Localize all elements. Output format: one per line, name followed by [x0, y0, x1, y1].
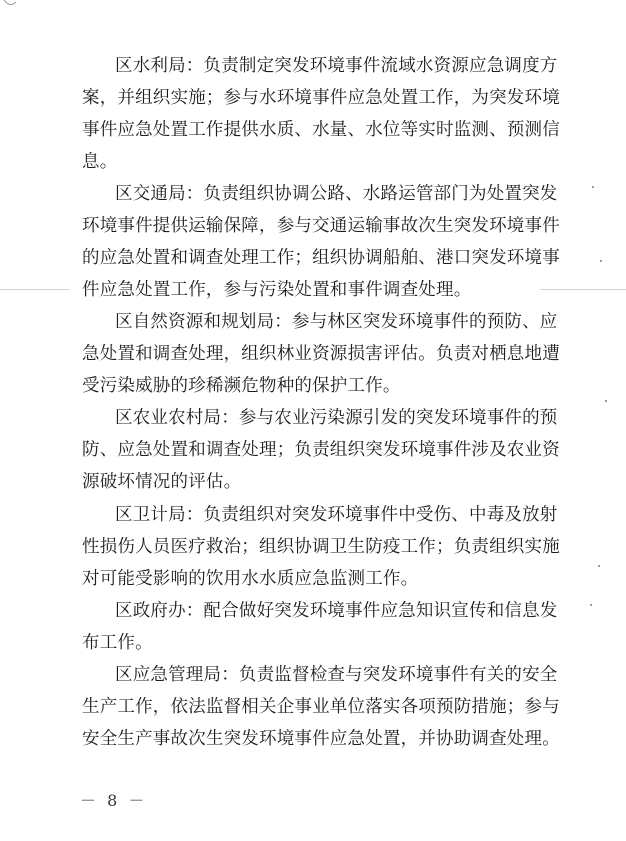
text-line: 区政府办：配合做好突发环境事件应急知识宣传和信息发 [115, 601, 558, 621]
scan-speck [598, 565, 600, 567]
text-line: 区自然资源和规划局：参与林区突发环境事件的预防、应 [115, 312, 558, 332]
text-line: 区卫计局：负责组织对突发环境事件中受伤、中毒及放射 [115, 505, 558, 525]
text-line: 受污染威胁的珍稀濒危物种的保护工作。 [82, 376, 401, 396]
text-line: 源破坏情况的评估。 [82, 472, 242, 492]
scan-artifact-line [0, 289, 70, 290]
scan-speck [605, 400, 607, 402]
text-line: 的应急处置和调查处理工作；组织协调船舶、港口突发环境事 [82, 248, 560, 268]
scan-speck [600, 260, 602, 262]
text-line: 布工作。 [82, 633, 153, 653]
text-line: 急处置和调查处理，组织林业资源损害评估。负责对栖息地遭 [82, 344, 560, 364]
page-number: － 8 － [80, 791, 148, 810]
text-line: 安全生产事故次生突发环境事件应急处置，并协助调查处理。 [82, 729, 560, 749]
text-line: 防、应急处置和调查处理；负责组织突发环境事件涉及农业资 [82, 440, 560, 460]
text-line: 区农业农村局：参与农业污染源引发的突发环境事件的预 [115, 408, 558, 428]
text-line: 区应急管理局：负责监督检查与突发环境事件有关的安全 [115, 665, 558, 685]
text-line: 环境事件提供运输保障，参与交通运输事故次生突发环境事件 [82, 216, 560, 236]
scan-speck [590, 604, 592, 606]
text-line: 对可能受影响的饮用水水质应急监测工作。 [82, 569, 419, 589]
scan-speck [592, 186, 594, 188]
corner-scan-mark-icon [0, 0, 30, 14]
scan-artifact-line [540, 289, 626, 290]
text-line: 性损伤人员医疗救治；组织协调卫生防疫工作；负责组织实施 [82, 537, 560, 557]
text-line: 区交通局：负责组织协调公路、水路运管部门为处置突发 [115, 184, 558, 204]
text-line: 息。 [82, 152, 118, 172]
text-line: 区水利局：负责制定突发环境事件流域水资源应急调度方 [115, 56, 558, 76]
text-line: 件应急处置工作，参与污染处置和事件调查处理。 [82, 280, 472, 300]
text-line: 案，并组织实施；参与水环境事件应急处置工作，为突发环境 [82, 88, 560, 108]
text-line: 生产工作，依法监督相关企事业单位落实各项预防措施；参与 [82, 697, 560, 717]
text-line: 事件应急处置工作提供水质、水量、水位等实时监测、预测信 [82, 120, 560, 140]
